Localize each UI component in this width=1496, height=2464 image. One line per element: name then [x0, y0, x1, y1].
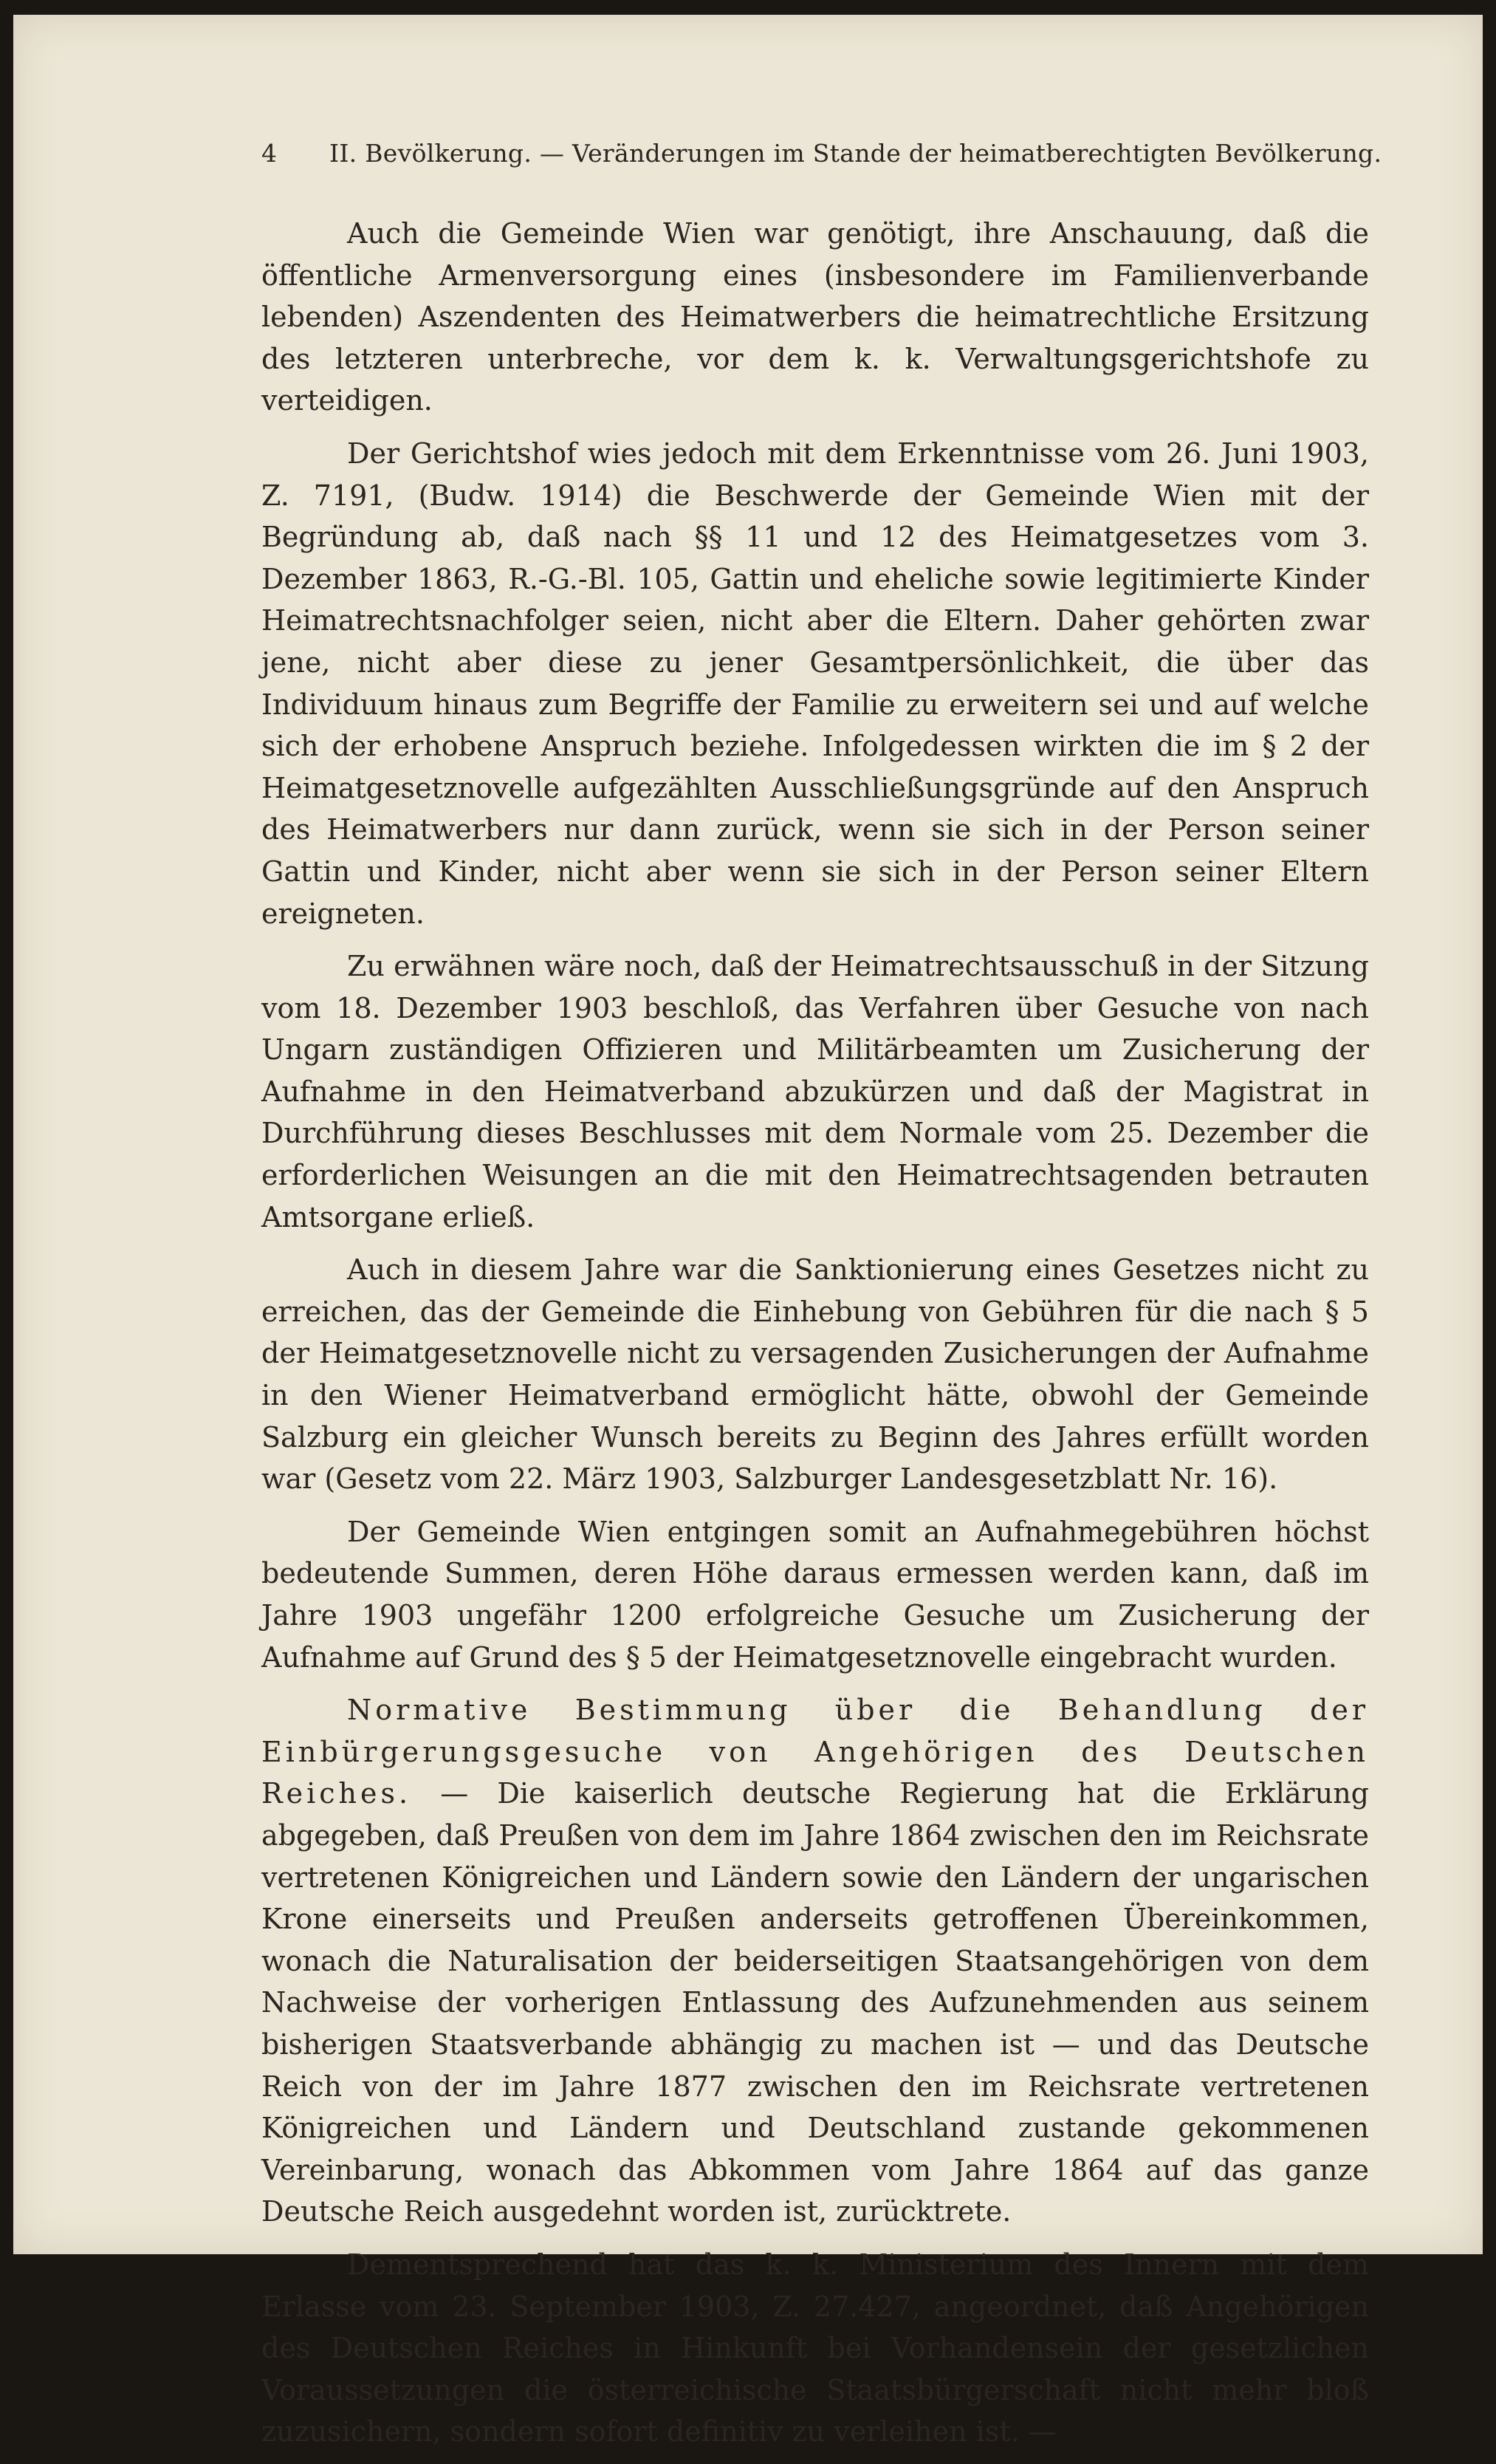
running-header: [261, 139, 1382, 168]
section-body: — Die kaiserlich deutsche Regierung hat die Erklärung abgegeben, daß Preußen von dem im Jahre 1864 zwischen den im Reichsrate vertretenen Königreichen und Ländern sowie den Ländern der ungarischen Krone einerseits und Preußen anderseits getroffenen Übereinkommen, wonach die Naturalisation der beiderseitigen Staatsangehörigen von dem Nachweise der vorherigen Entlassung des Aufzunehmenden aus seinem bisherigen Staatsverbande abhängig zu machen ist — und das Deutsche Reich von der im Jahre 1877 zwischen den im Reichsrate vertretenen Königreichen und Ländern und Deutschland zustande gekommenen Vereinbarung, wonach das Abkommen vom Jahre 1864 auf das ganze Deutsche Reich ausgedehnt worden ist, zurücktrete.: [261, 1777, 1369, 2228]
paragraph-5: Der Gemeinde Wien entgingen somit an Aufnahmegebühren höchst bedeutende Summen, deren Höhe daraus ermessen werden kann, daß im Jahre 1903 ungefähr 1200 erfolgreiche Gesuche um Zusicherung der Aufnahme auf Grund des § 5 der Heimatgesetznovelle eingebracht wurden.: [261, 1515, 1369, 1674]
section-heading: Normative Bestimmung über die Behandlung der Einbürgerungsgesuche von Angehörigen des Deutschen Reiches.: [261, 1694, 1369, 1810]
document-page: [13, 15, 1483, 2448]
paragraph-2: Der Gerichtshof wies jedoch mit dem Erkenntnisse vom 26. Juni 1903, Z. 7191, (Budw. 1914) die Beschwerde der Gemeinde Wien mit der Begründung ab, daß nach §§ 11 und 12 des Heimatgesetzes vom 3. Dezember 1863, R.-G.-Bl. 105, Gattin und eheliche sowie legitimierte Kinder Heimatrechtsnachfolger seien, nicht aber die Eltern. Daher gehörten zwar jene, nicht aber diese zu jener Gesamtpersönlichkeit, die über das Individuum hinaus zum Begriffe der Familie zu erweitern sei und auf welche sich der erhobene Anspruch beziehe. Infolgedessen wirkten die im § 2 der Heimatgesetznovelle aufgezählten Ausschließungsgründe auf den Anspruch des Heimatwerbers nur dann zurück, wenn sie sich in der Person seiner Gattin und Kinder, nicht aber wenn sie sich in der Person seiner Eltern ereigneten.: [261, 437, 1369, 930]
closing-paragraph: Dementsprechend hat das k. k. Ministerium des Innern mit dem Erlasse vom 23. September 1903, Z. 27.427, angeordnet, daß Angehörigen des Deutschen Reiches in Hinkunft bei Vorhandensein der gesetzlichen Voraussetzungen die österreichische Staatsbürgerschaft nicht mehr bloß zuzusichern, sondern sofort definitiv zu verleihen ist. —: [261, 2248, 1369, 2448]
paragraph-3: Zu erwähnen wäre noch, daß der Heimatrechtsausschuß in der Sitzung vom 18. Dezember 1903 beschloß, das Verfahren über Gesuche von nach Ungarn zuständigen Offizieren und Militärbeamten um Zusicherung der Aufnahme in den Heimatverband abzukürzen und daß der Magistrat in Durchführung dieses Beschlusses mit dem Normale vom 25. Dezember die erforderlichen Weisungen an die mit den Heimatrechtsagenden betrauten Amtsorgane erließ.: [261, 950, 1369, 1233]
running-title: II. Bevölkerung. — Veränderungen im Stande der heimatberechtigten Bevölkerung.: [329, 139, 1382, 168]
body-text: [261, 213, 1369, 2464]
page-number: 4: [261, 139, 278, 168]
paragraph-1: Auch die Gemeinde Wien war genötigt, ihre Anschauung, daß die öffentliche Armenversorgung eines (insbesondere im Familienverbande lebenden) Aszendenten des Heimatwerbers die heimatrechtliche Ersitzung des letzteren unterbreche, vor dem k. k. Verwaltungsgerichtshofe zu verteidigen.: [261, 217, 1369, 417]
section-paragraph: [261, 1689, 1369, 2233]
paragraph-4: Auch in diesem Jahre war die Sanktionierung eines Gesetzes nicht zu erreichen, das der Gemeinde die Einhebung von Gebühren für die nach § 5 der Heimatgesetznovelle nicht zu versagenden Zusicherungen der Aufnahme in den Wiener Heimatverband ermöglicht hätte, obwohl der Gemeinde Salzburg ein gleicher Wunsch bereits zu Beginn des Jahres erfüllt worden war (Gesetz vom 22. März 1903, Salzburger Landesgesetzblatt Nr. 16).: [261, 1253, 1369, 1496]
